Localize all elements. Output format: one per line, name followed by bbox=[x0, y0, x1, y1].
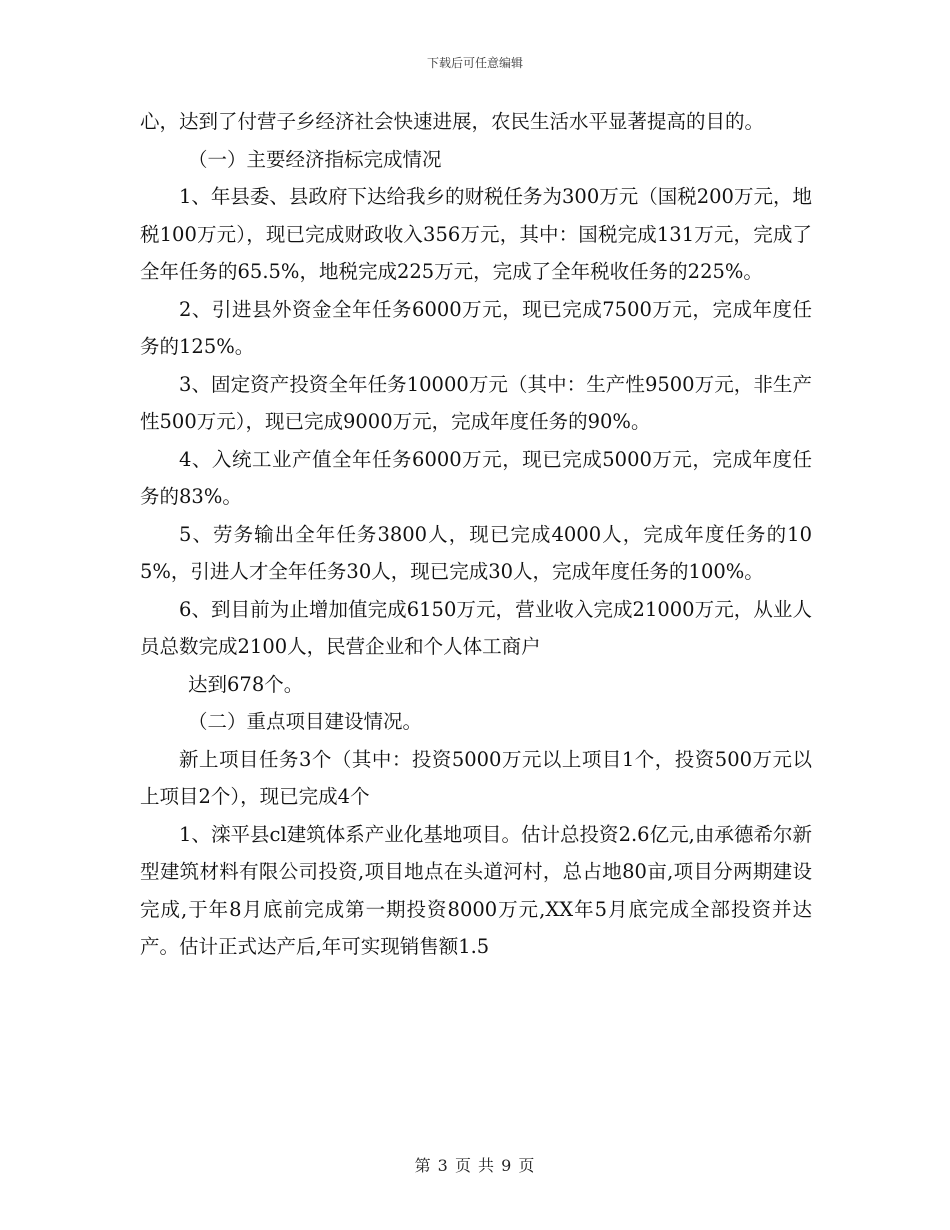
paragraph-intro: 心，达到了付营子乡经济社会快速进展，农民生活水平显著提高的目的。 bbox=[140, 110, 765, 133]
paragraph-new-projects: 新上项目任务3个（其中：投资5000万元以上项目1个，投资500万元以上项目2个），现已完成4个 bbox=[140, 747, 812, 808]
section-heading-economic-indicators: （一）主要经济指标完成情况 bbox=[188, 147, 442, 171]
paragraph-item-6-continued: 达到678个。 bbox=[188, 672, 304, 696]
paragraph-item-4: 4、入统工业产值全年任务6000万元，现已完成5000万元，完成年度任务的83%。 bbox=[140, 447, 812, 508]
page-header: 下载后可任意编辑 bbox=[426, 56, 523, 70]
paragraph-item-3: 3、固定资产投资全年任务10000万元（其中：生产性9500万元，非生产性500万元），现已完成9000万元，完成年度任务的90%。 bbox=[140, 372, 812, 433]
paragraph-item-6: 6、到目前为止增加值完成6150万元，营业收入完成21000万元，从业人员总数完成2100人，民营企业和个人体工商户 bbox=[140, 597, 812, 658]
section-heading-key-projects: （二）重点项目建设情况。 bbox=[188, 710, 423, 733]
paragraph-item-1: 1、年县委、县政府下达给我乡的财税任务为300万元（国税200万元，地税100万元），现已完成财政收入356万元，其中：国税完成131万元，完成了全年任务的65.5%，地税完成225万元，完成了全年税收任务的225%。 bbox=[140, 185, 812, 283]
paragraph-item-2: 2、引进县外资金全年任务6000万元，现已完成7500万元，完成年度任务的125%。 bbox=[140, 297, 812, 358]
paragraph-project-1: 1、滦平县cl建筑体系产业化基地项目。估计总投资2.6亿元,由承德希尔新型建筑材料有限公司投资,项目地点在头道河村，总占地80亩,项目分两期建设完成,于年8月底前完成第一期投资8000万元,XX年5月底完成全部投资并达产。估计正式达产后,年可实现销售额1.5 bbox=[140, 822, 812, 958]
paragraph-item-5: 5、劳务输出全年任务3800人，现已完成4000人，完成年度任务的105%，引进人才全年任务30人，现已完成30人，完成年度任务的100%。 bbox=[140, 522, 812, 583]
page-number: 第 3 页 共 9 页 bbox=[414, 1156, 536, 1175]
document-body bbox=[140, 103, 812, 966]
